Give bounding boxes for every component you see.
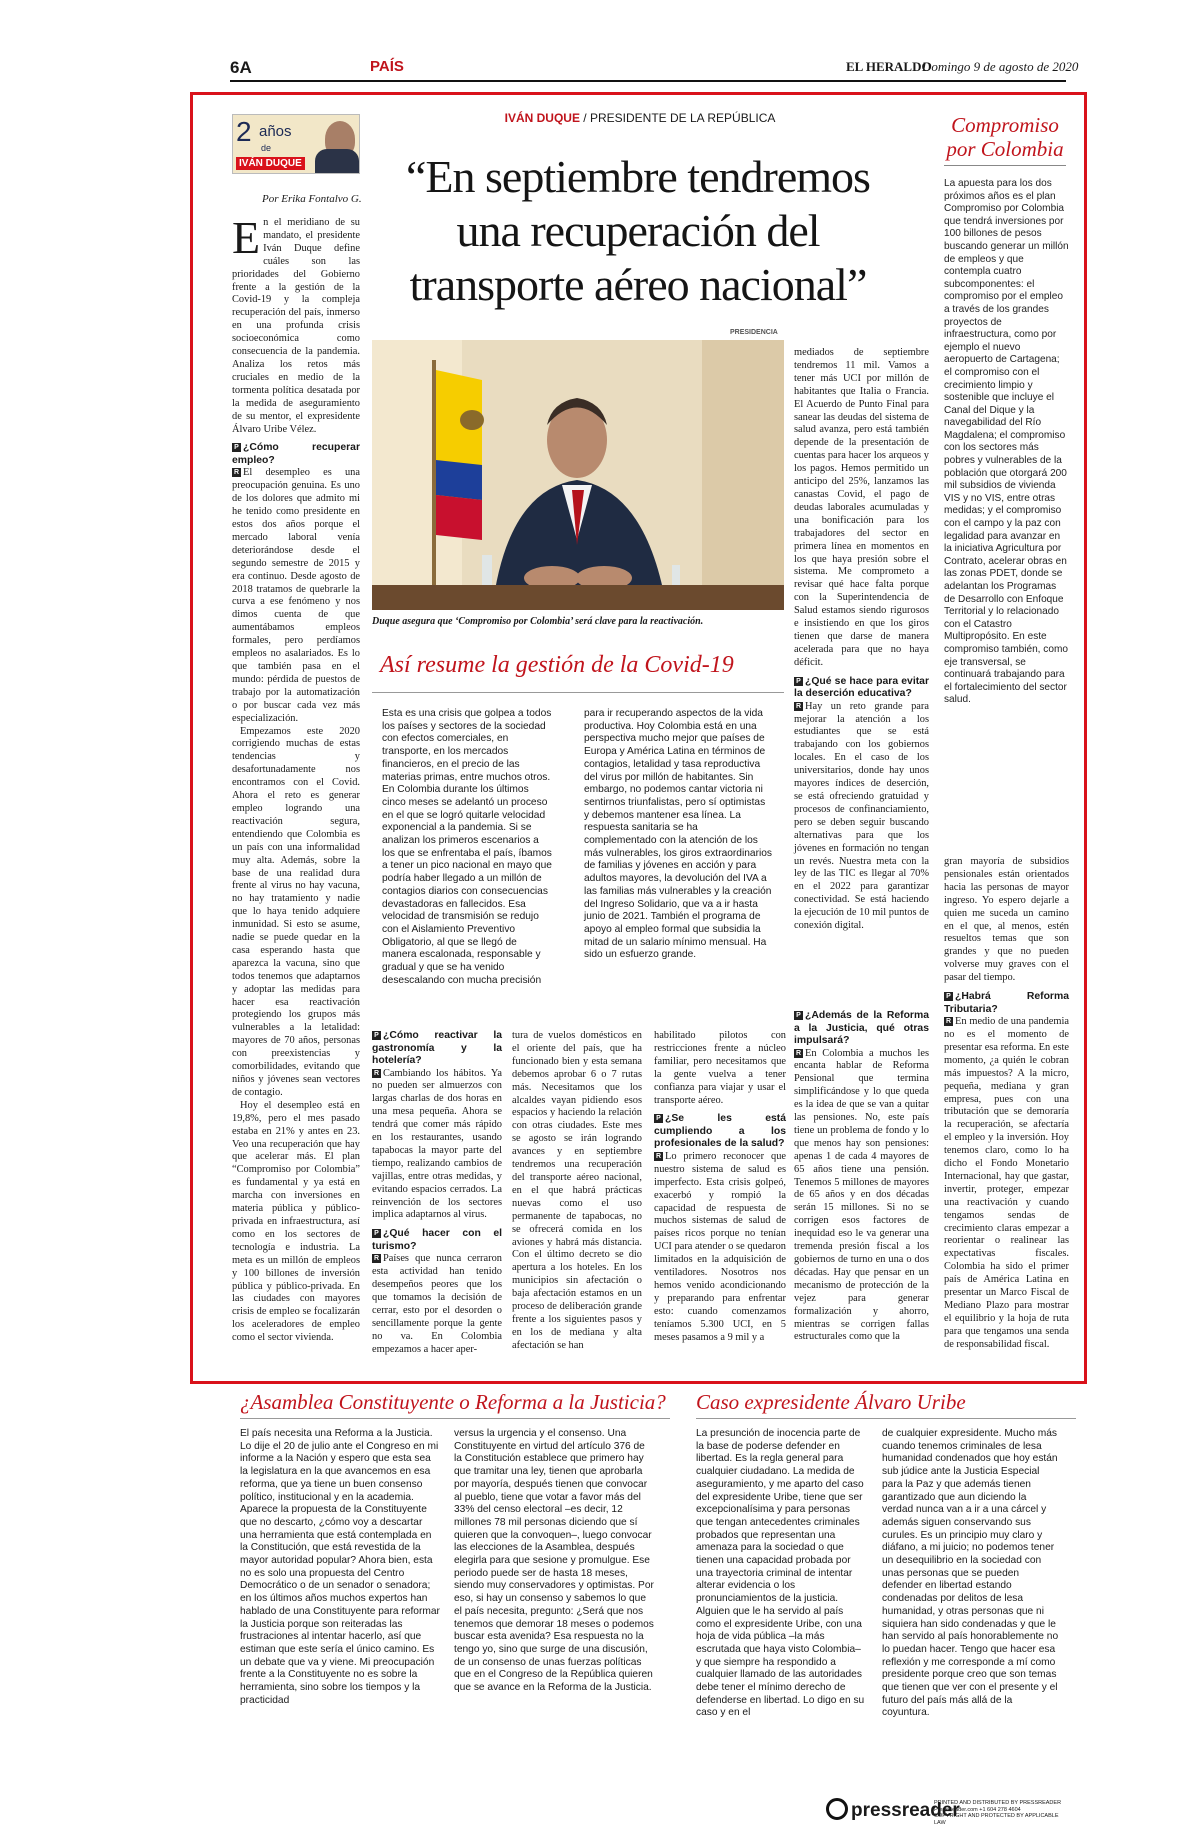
question-heading: P ¿Habrá Reforma Tributaria? bbox=[944, 991, 1069, 1015]
badge-number: 2 bbox=[236, 116, 252, 147]
answer-icon: R bbox=[373, 1069, 380, 1077]
question-heading: P ¿Qué hacer con el turismo? bbox=[372, 1228, 502, 1252]
article-column-1 bbox=[232, 212, 360, 1345]
uribe-rule bbox=[696, 1418, 1076, 1419]
constituyente-column-2: versus la urgencia y el consenso. Una Constituyente en virtud del artículo 376 de la Constitución establece que primero hay que tramitar una ley, tienen que aprobarla por mayoría, después tienen que convocar al pueblo, tiene que votar a favor más del 33% del censo electoral –es decir, 12 millones 78 mil personas diciendo que sí quieren que la convoquen–, luego convocar las elecciones de la Asamblea, después elegirla para que sesione y promulgue. Ese periodo puede ser de hasta 18 meses, siendo muy conservadores y optimistas. Por eso, si hay un consenso y sabemos lo que el país necesita, pregunto: ¿Será que nos tenemos que demorar 18 meses o podemos buscar esta avenida? Esa respuesta no la tengo yo, sino que surge de una discusión, de un consenso de unas fuerzas políticas que en el Congreso de la República quieren que se avance en la Reforma de la Justicia. bbox=[454, 1428, 654, 1694]
answer-text: Hoy el desempleo está en 19,8%, pero el mes pasado estaba en 21% y antes en 23. Veo una recuperación que hay que acelerar más. El plan “Compromiso por Colombia” es fundamental y ya está en marcha con inversiones en materia pública y público-privada en infraestructura, así como en los sectores de tecnología e industria. La meta es un millón de empleos y 100 billones de inversión pública y público-privada. En las ciudades con mayores crisis de empleo se focalizarán los aceleradores de empleo como el sector vivienda. bbox=[232, 1099, 360, 1344]
headline: “En septiembre tendremos una recuperación del transporte aéreo nacional” bbox=[406, 151, 870, 310]
answer-icon: R bbox=[795, 1049, 802, 1057]
answer-text: R Cambiando los hábitos. Ya no pueden ser almuerzos con largas charlas de dos horas en una mesa pequeña. Ahora se tendrá que comer más rápido en los restaurantes, usando tapabocas la mayor parte del tiempo, realizando cambios de vajillas, entre otras medidas, y evitando espacios cerrados. La reinvención de los sectores implica adaptarnos al virus. bbox=[372, 1067, 502, 1221]
article-column-4b bbox=[654, 1030, 786, 1345]
answer-icon: R bbox=[373, 1255, 380, 1263]
pressreader-notice: PRINTED AND DISTRIBUTED BY PRESSREADER PressReader.com +1 604 278 4604 COPYRIGHT AND PROTECTED BY APPLICABLE LAW bbox=[934, 1800, 1062, 1826]
badge-years: años bbox=[259, 123, 292, 140]
uribe-column-1: La presunción de inocencia parte de la base de poderse defender en libertad. Es la regla general para cualquier ciudadano. La medida de aseguramiento, y me aparto del caso del expresidente Uribe, tiene que ser excepcionalísima y para personas que tengan antecedentes criminales probados que representan una amenaza para la sociedad o que tienen una capacidad probada por una trayectoria criminal de intentar alterar evidencia o los pronunciamientos de la justicia. Alguien que le ha servido al país como el expresidente Uribe, con una hoja de vida pública –la más escrutada que haya visto Colombia– y que siempre ha respondido a cualquier llamado de las autoridades debe tener el mínimo derecho de defenderse en libertad. Lo digo en su caso y en el bbox=[696, 1428, 865, 1719]
subhead: Así resume la gestión de la Covid-19 bbox=[380, 652, 734, 678]
sidebar-body: La apuesta para los dos próximos años es el plan Compromiso por Colombia que tendrá inversiones por 100 billones de pesos buscando generar un millón de empleos y que contempla cuatro subcomponentes: el compromiso por el empleo a través de los grandes proyectos de infraestructura, como por ejemplo el nuevo aeropuerto de Cartagena; el compromiso con el crecimiento limpio y sostenible que incluye el Canal del Dique y la navegabilidad del Río Magdalena; el compromiso con los sectores más pobres y vulnerables de la población que otorgará 200 mil subsidios de vivienda VIS y no VIS, entre otras medidas; y el compromiso con el campo y la paz con legalidad para avanzar en la iniciativa Agricultura por Contrato, acelerar obras en las zonas PDET, donde se adelantan los Programas de Desarrollo con Enfoque Territorial y lo relacionado con el Catastro Multipropósito. En este compromiso también, como eje transversal, se continuará trabajando para el fortalecimiento del sector salud. bbox=[944, 178, 1069, 706]
answer-text: habilitado pilotos con restricciones frente a núcleo familiar, pero necesitamos que la gente vuelva a tener confianza para viajar y usar el transporte aéreo. bbox=[654, 1030, 786, 1106]
president-photo-illustration bbox=[372, 340, 784, 610]
article-column-2b bbox=[372, 1030, 502, 1357]
sidebar-title: Compromiso por Colombia bbox=[946, 113, 1064, 161]
pressreader-logo: pressreader bbox=[826, 1798, 960, 1822]
summary-column-2: para ir recuperando aspectos de la vida productiva. Hoy Colombia está en una perspectiva mucho mejor que países de Europa y América Latina en términos de contagios, letalidad y tasa reproductiva del virus por millón de habitantes. Sin embargo, no podemos cantar victoria ni sentirnos triunfalistas, pero sí optimistas y debemos mantener esa línea. La respuesta sanitaria se ha complementado con la atención de los más vulnerables, los giros extraordinarios de familias y jóvenes en acción y para adultos mayores, la devolución del IVA a las familias más vulnerables y la creación del Ingreso Solidario, que va a ir hasta junio de 2021. También el programa de apoyo al empleo formal que subsidia la mitad de un salario mínimo mensual. Ha sido un esfuerzo grande. bbox=[584, 708, 772, 961]
question-icon: P bbox=[794, 1011, 803, 1020]
subhead-rule bbox=[372, 692, 784, 693]
dropcap: E bbox=[232, 212, 261, 263]
constituyente-column-1: El país necesita una Reforma a la Justicia. Lo dije el 20 de julio ante el Congreso en mi informe a la Nación y espero que esta sea la legislatura en la que avancemos en esa reforma, que ya tiene un buen consenso político, institucional y en la academia. Aparece la propuesta de la Constituyente que no descarto, ¿cómo voy a descartar una herramienta que está contemplada en la Constitución, que está revestida de la mayor autoridad popular? Ahora bien, esta no es solo una propuesta del Centro Democrático o de un senador o senadora; en los últimos años muchos expertos han hablado de una Constituyente para reformar la Justicia porque son reiteradas las frustraciones al intentar hacerlo, así que estiman que este sería el único camino. Es un debate que va y viene. Mi preocupación frente a la Constituyente no es sobre la herramienta, sino sobre los tiempos y la practicidad bbox=[240, 1428, 440, 1706]
answer-icon: R bbox=[945, 1018, 952, 1026]
question-icon: P bbox=[654, 1114, 663, 1123]
question-icon: P bbox=[372, 1229, 381, 1238]
answer-text: R Hay un reto grande para mejorar la atención a los estudiantes que se está trabajando con los gobiernos locales. En el caso de los universitarios, donde hay unos mayores índices de deserción, se está ofreciendo gratuidad y procesos de confinanciamiento, pero se deben seguir buscando alternativas para que los jóvenes en formación no tengan un revés. Nuestra meta con la ley de las TIC es llegar al 70% en el 2022 para garantizar conectividad. Se está haciendo la ejecución de 10 mil puntos de conexión digital. bbox=[794, 700, 929, 932]
answer-text: tura de vuelos domésticos en el oriente del país, que ha funcionado bien y esta semana debemos aprobar 6 o 7 rutas más. Necesitamos que los alcaldes vayan pidiendo esos espacios y haciendo la relación con otras ciudades. Este mes se agosto se irán logrando avances y en septiembre tendremos una recuperación del transporte aéreo nacional, en el que habrá prácticas nuevas como el uso permanente de tapabocas, no se ofrecerá comida en los aviones y habrá más distancia. Con el último decreto se dio apertura a los hoteles. En los municipios sin afectación o baja afectación estamos en un proceso de deliberación grande frente a los siguientes pasos y en los de mediana y alta afectación se han bbox=[512, 1030, 642, 1351]
page-number: 6A bbox=[230, 58, 252, 77]
answer-text: gran mayoría de subsidios pensionales están orientados hacia las personas de mayor ingreso. Yo espero dejarle a quien me suceda un camino en el que, al menos, estén resueltos temas que son grandes y que no pueden volverse muy graves con el pasar del tiempo. bbox=[944, 856, 1069, 984]
pressreader-footer bbox=[826, 1798, 1066, 1824]
badge-name: IVÁN DUQUE bbox=[236, 157, 305, 170]
answer-icon: R bbox=[233, 469, 240, 477]
article-column-5 bbox=[944, 856, 1069, 1352]
portrait-suit-icon bbox=[315, 149, 359, 174]
kicker-separator: / bbox=[579, 111, 590, 125]
photo-caption: Duque asegura que ‘Compromiso por Colombia’ será clave para la reactivación. bbox=[372, 616, 704, 627]
newspaper-name: EL HERALDO bbox=[846, 59, 932, 74]
answer-text: Empezamos este 2020 corrigiendo muchas de estas tendencias y desafortunadamente nos encontramos con el Covid. Ahora el reto es generar empleo logrando una reactivación segura, entendiendo que Colombia es un país con una informalidad muy alta. Además, sobre la base de una realidad dura frente al virus no hay vacuna, no hay tratamiento y nadie que lo haya tenido adquiere inmunidad. Si esto se asume, nadie se puede quedar en la casa esperando hasta que aparezca la vacuna, sino que todos tenemos que adaptarnos y adoptar las medidas para hacer esa reactivación protegiendo los grupos más vulnerables a la letalidad: mayores de 70 años, personas con preexistencias y comorbilidades, evitando que niños y jóvenes sean vectores de contagio. bbox=[232, 725, 360, 1098]
section-label: PAÍS bbox=[370, 58, 404, 75]
question-icon: P bbox=[794, 677, 803, 686]
question-heading: P ¿Además de la Reforma a la Justicia, qué otras impulsará? bbox=[794, 1010, 929, 1046]
kicker-role: PRESIDENTE DE LA REPÚBLICA bbox=[589, 111, 776, 125]
badge-de: de bbox=[261, 143, 272, 153]
question-heading: P ¿Qué se hace para evitar la deserción educativa? bbox=[794, 675, 929, 700]
pressreader-ring-icon bbox=[826, 1798, 848, 1820]
article-column-3b bbox=[512, 1030, 642, 1353]
president-photo bbox=[372, 340, 784, 610]
uribe-title: Caso expresidente Álvaro Uribe bbox=[696, 1390, 966, 1414]
sidebar-rule bbox=[944, 165, 1066, 166]
constituyente-rule bbox=[240, 1418, 670, 1419]
answer-text: R En medio de una pandemia no es el momento de presentar esa reforma. En este momento, ¿a quién le cobran más impuestos? A la micro, pequeña, mediana y gran empresa, pues con una tributación que se demoraría la recuperación, se afectaría el empleo y la inversión. Hoy tenemos claro, como lo ha dicho el Fondo Monetario Internacional, hay que gastar, invertir, proteger, empezar una reactivación y cuando tengamos sendas de crecimiento claras empezar a reorientar o realinear las expectativas fiscales. Colombia ha sido el primer país de América Latina en presentar un Marco Fiscal de Mediano Plazo para mostrar el equilibrio y la hoja de ruta para que tengamos una senda de responsabilidad fiscal. bbox=[944, 1016, 1069, 1350]
photo-credit: PRESIDENCIA bbox=[730, 329, 778, 336]
masthead-rule bbox=[230, 80, 1066, 82]
answer-icon: R bbox=[655, 1152, 662, 1160]
question-heading: P ¿Se les está cumpliendo a los profesionales de la salud? bbox=[654, 1113, 786, 1150]
question-icon: P bbox=[944, 992, 953, 1001]
summary-column-1: Esta es una crisis que golpea a todos los países y sectores de la sociedad con efectos comerciales, en transporte, en los mercados financieros, en el precio de las materias primas, entre muchos otros. En Colombia durante los últimos cinco meses se adelantó un proceso en el que se logró quitarle velocidad exponencial a la pandemia. Si se analizan los primeros escenarios a los que se enfrentaba el país, íbamos a tener un pico nacional en mayo que podría haber llegado a un millón de contagios diarios con consecuencias devastadoras en fallecidos. Esa velocidad de transmisión se redujo con el Aislamiento Preventivo Obligatorio, al que se llegó de manera escalonada, responsable y gradual y que se ha venido desescalando con mucha precisión bbox=[382, 708, 552, 986]
kicker bbox=[380, 111, 900, 125]
byline: Por Erika Fontalvo G. bbox=[262, 193, 362, 205]
question-icon: P bbox=[232, 443, 241, 452]
kicker-name: IVÁN DUQUE bbox=[504, 111, 580, 125]
question-heading: P ¿Cómo recuperar empleo? bbox=[232, 442, 360, 466]
answer-text: R En Colombia a muchos les encanta hablar de Reforma Pensional que termina simplificándose y lo que queda es la idea de que se van a quitar las pensiones. No, este país tiene un problema de fondo y lo que menos hay son pensiones: apenas 1 de cada 4 mayores de 65 años tiene una pensión. Tenemos 5 millones de mayores de 65 años y en dos décadas serán 15 millones. Si no se corrigen esos factores de inequidad eso le va generar una tremenda presión fiscal a los gobiernos de turno en una o dos décadas. Hay que pensar en un mecanismo de protección de la vejez para generar formalización y ahorro, mientras se corrigen fallas estructurales como que la bbox=[794, 1047, 929, 1343]
question-heading: P ¿Cómo reactivar la gastronomía y la hotelería? bbox=[372, 1030, 502, 1066]
question-icon: P bbox=[372, 1031, 381, 1040]
answer-text: R Lo primero reconocer que nuestro sistema de salud es imperfecto. Esta crisis golpeó, exacerbó y rompió la capacidad de respuesta de muchos sistemas de salud de países ricos porque no tenían UCI para atender o se quedaron limitados en la adquisición de ventiladores. Nosotros nos hemos venido acondicionando y preparando para enfrentar esto: cuando comenzamos teníamos 5.300 UCI, en 5 meses pasamos a 9 mil y a bbox=[654, 1150, 786, 1343]
constituyente-title: ¿Asamblea Constituyente o Reforma a la Justicia? bbox=[240, 1390, 666, 1414]
answer-text: R Países que nunca cerraron esta actividad han tenido desempeños peores que los que tomamos la decisión de cerrar, esto por el desorden o sencillamente porque la gente no va. En Colombia empezamos a hacer aper- bbox=[372, 1253, 502, 1355]
article-column-5b bbox=[794, 1010, 929, 1344]
anniversary-badge bbox=[232, 114, 360, 174]
intro-text: n el meridiano de su mandato, el presidente Iván Duque define cuáles son las prioridades del Gobierno frente a la gestión de la Covid-19 y la compleja recuperación del país, inmerso en una profunda crisis socioeconómica como consecuencia de la pandemia. Analiza los retos más cruciales en medio de la tormenta política desatada por la medida de aseguramiento de su mentor, el expresidente Álvaro Uribe Vélez. bbox=[232, 217, 360, 435]
answer-icon: R bbox=[795, 702, 802, 710]
article-column-4 bbox=[794, 347, 929, 933]
answer-text: mediados de septiembre tendremos 11 mil. Vamos a tener más UCI por millón de habitantes que Italia o Francia. El Acuerdo de Punto Final para sanear las deudas del sistema de salud avanza, pero está también depende de la presentación de cuentas para hacer los arqueos y los pagos. Hemos permitido un anticipo del 25%, lanzamos las canastas Covid, el pago de deudas laborales acumuladas y una bonificación para los trabajadores del sector en primera línea en momentos en los que haya presión sobre el sistema. Me comprometo a revisar qué hace falta porque con la Superintendencia de Salud estamos siendo rigurosos e insistiendo en que los giros tienen que darse de manera acelerada para que no haya déficit. bbox=[794, 347, 929, 668]
issue-date: Domingo 9 de agosto de 2020 bbox=[922, 59, 1079, 74]
answer-text: R El desempleo es una preocupación genuina. Es uno de los dolores que admito mi he tenido como presidente en estos dos años porque el mercado laboral venía deteriorándose desde el segundo semestre de 2015 y era continuo. Desde agosto de 2018 tratamos de quebrarle la curva a ese fenómeno y nos dimos cuenta de que aumentábamos empleos formales, pero perdíamos empleos no asalariados. Es lo que también pasa en el mundo: pérdida de puestos de trabajo por la automatización o por buscar cada vez más especialización. bbox=[232, 467, 360, 724]
uribe-column-2: de cualquier expresidente. Mucho más cuando tenemos criminales de lesa humanidad condenados que hoy están sub júdice ante la Justicia Especial para la Paz y que además tienen garantizado que aun diciendo la verdad nunca van a ir a una cárcel y además siguen conservando sus curules. Es un principio muy claro y diáfano, a mi juicio; no podemos tener un desequilibrio en la sociedad con unas personas que se pueden defender en libertad estando condenadas por delitos de lesa humanidad, y otras personas que ni siquiera han sido condenadas y que le han servido al país honorablemente no lo puedan hacer. Tengo que hacer esa reflexión y me corresponde a mí como presidente porque creo que son temas que tienen que ver con el presente y el futuro del país más allá de la coyuntura. bbox=[882, 1428, 1059, 1719]
